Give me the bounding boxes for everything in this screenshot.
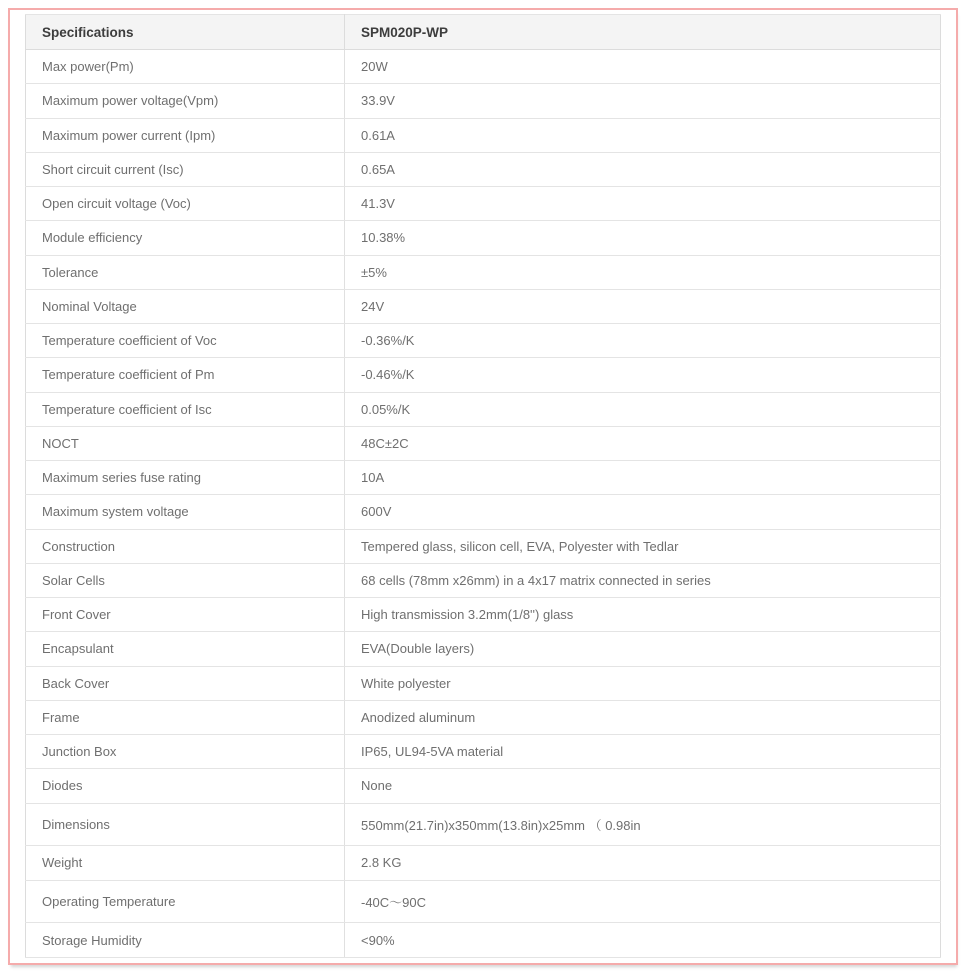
table-row bbox=[26, 880, 941, 923]
table-row bbox=[26, 846, 941, 880]
spec-label-cell: Nominal Voltage bbox=[26, 289, 345, 323]
spec-label-cell: Open circuit voltage (Voc) bbox=[26, 187, 345, 221]
table-row bbox=[26, 769, 941, 803]
model-column-header: SPM020P-WP bbox=[345, 15, 941, 50]
spec-value-cell: 33.9V bbox=[345, 84, 941, 118]
spec-value-cell: -0.46%/K bbox=[345, 358, 941, 392]
spec-value-cell: 24V bbox=[345, 289, 941, 323]
spec-value-cell: 600V bbox=[345, 495, 941, 529]
spec-label-cell: Temperature coefficient of Pm bbox=[26, 358, 345, 392]
spec-label-cell: Short circuit current (Isc) bbox=[26, 152, 345, 186]
table-row bbox=[26, 700, 941, 734]
spec-label-cell: Weight bbox=[26, 846, 345, 880]
spec-label-cell: Maximum system voltage bbox=[26, 495, 345, 529]
table-row bbox=[26, 563, 941, 597]
spec-value-cell: 0.61A bbox=[345, 118, 941, 152]
spec-column-header: Specifications bbox=[26, 15, 345, 50]
spec-label-cell: Temperature coefficient of Voc bbox=[26, 324, 345, 358]
spec-value-cell: 10.38% bbox=[345, 221, 941, 255]
spec-label-cell: Dimensions bbox=[26, 803, 345, 846]
table-row bbox=[26, 118, 941, 152]
table-row bbox=[26, 461, 941, 495]
spec-value-cell: White polyester bbox=[345, 666, 941, 700]
table-row bbox=[26, 289, 941, 323]
table-row bbox=[26, 495, 941, 529]
table-row bbox=[26, 187, 941, 221]
spec-label-cell: NOCT bbox=[26, 426, 345, 460]
spec-value-cell: -40C～90C bbox=[345, 880, 941, 923]
spec-value-cell: Tempered glass, silicon cell, EVA, Polyester with Tedlar bbox=[345, 529, 941, 563]
table-row bbox=[26, 84, 941, 118]
spec-value-cell: 20W bbox=[345, 50, 941, 84]
table-row bbox=[26, 358, 941, 392]
spec-value-cell: -0.36%/K bbox=[345, 324, 941, 358]
spec-value-cell: <90% bbox=[345, 923, 941, 958]
table-row bbox=[26, 426, 941, 460]
table-row bbox=[26, 598, 941, 632]
spec-value-cell: None bbox=[345, 769, 941, 803]
spec-value-cell: 10A bbox=[345, 461, 941, 495]
spec-label-cell: Construction bbox=[26, 529, 345, 563]
spec-label-cell: Operating Temperature bbox=[26, 880, 345, 923]
spec-value-cell: 0.65A bbox=[345, 152, 941, 186]
spec-table-body bbox=[26, 50, 941, 958]
spec-label-cell: Frame bbox=[26, 700, 345, 734]
table-row bbox=[26, 221, 941, 255]
spec-value-cell: 68 cells (78mm x26mm) in a 4x17 matrix connected in series bbox=[345, 563, 941, 597]
spec-value-cell: 48C±2C bbox=[345, 426, 941, 460]
table-row bbox=[26, 735, 941, 769]
spec-value-cell: 2.8 KG bbox=[345, 846, 941, 880]
spec-label-cell: Max power(Pm) bbox=[26, 50, 345, 84]
table-row bbox=[26, 50, 941, 84]
spec-label-cell: Temperature coefficient of Isc bbox=[26, 392, 345, 426]
spec-table bbox=[25, 14, 941, 958]
table-row bbox=[26, 632, 941, 666]
spec-label-cell: Tolerance bbox=[26, 255, 345, 289]
spec-label-cell: Encapsulant bbox=[26, 632, 345, 666]
spec-label-cell: Solar Cells bbox=[26, 563, 345, 597]
table-row bbox=[26, 255, 941, 289]
spec-label-cell: Diodes bbox=[26, 769, 345, 803]
spec-value-cell: 41.3V bbox=[345, 187, 941, 221]
table-row bbox=[26, 324, 941, 358]
spec-label-cell: Front Cover bbox=[26, 598, 345, 632]
table-row bbox=[26, 392, 941, 426]
table-row bbox=[26, 923, 941, 958]
spec-value-cell: ±5% bbox=[345, 255, 941, 289]
spec-label-cell: Storage Humidity bbox=[26, 923, 345, 958]
spec-panel bbox=[8, 8, 958, 965]
table-row bbox=[26, 152, 941, 186]
spec-label-cell: Maximum power voltage(Vpm) bbox=[26, 84, 345, 118]
table-row bbox=[26, 666, 941, 700]
spec-label-cell: Maximum series fuse rating bbox=[26, 461, 345, 495]
spec-value-cell: Anodized aluminum bbox=[345, 700, 941, 734]
spec-value-cell: 550mm(21.7in)x350mm(13.8in)x25mm （ 0.98in bbox=[345, 803, 941, 846]
spec-value-cell: High transmission 3.2mm(1/8'') glass bbox=[345, 598, 941, 632]
spec-label-cell: Module efficiency bbox=[26, 221, 345, 255]
spec-label-cell: Back Cover bbox=[26, 666, 345, 700]
table-row bbox=[26, 803, 941, 846]
table-row bbox=[26, 529, 941, 563]
spec-label-cell: Junction Box bbox=[26, 735, 345, 769]
spec-label-cell: Maximum power current (Ipm) bbox=[26, 118, 345, 152]
spec-value-cell: EVA(Double layers) bbox=[345, 632, 941, 666]
spec-value-cell: 0.05%/K bbox=[345, 392, 941, 426]
spec-value-cell: IP65, UL94-5VA material bbox=[345, 735, 941, 769]
spec-table-header-row bbox=[26, 15, 941, 50]
